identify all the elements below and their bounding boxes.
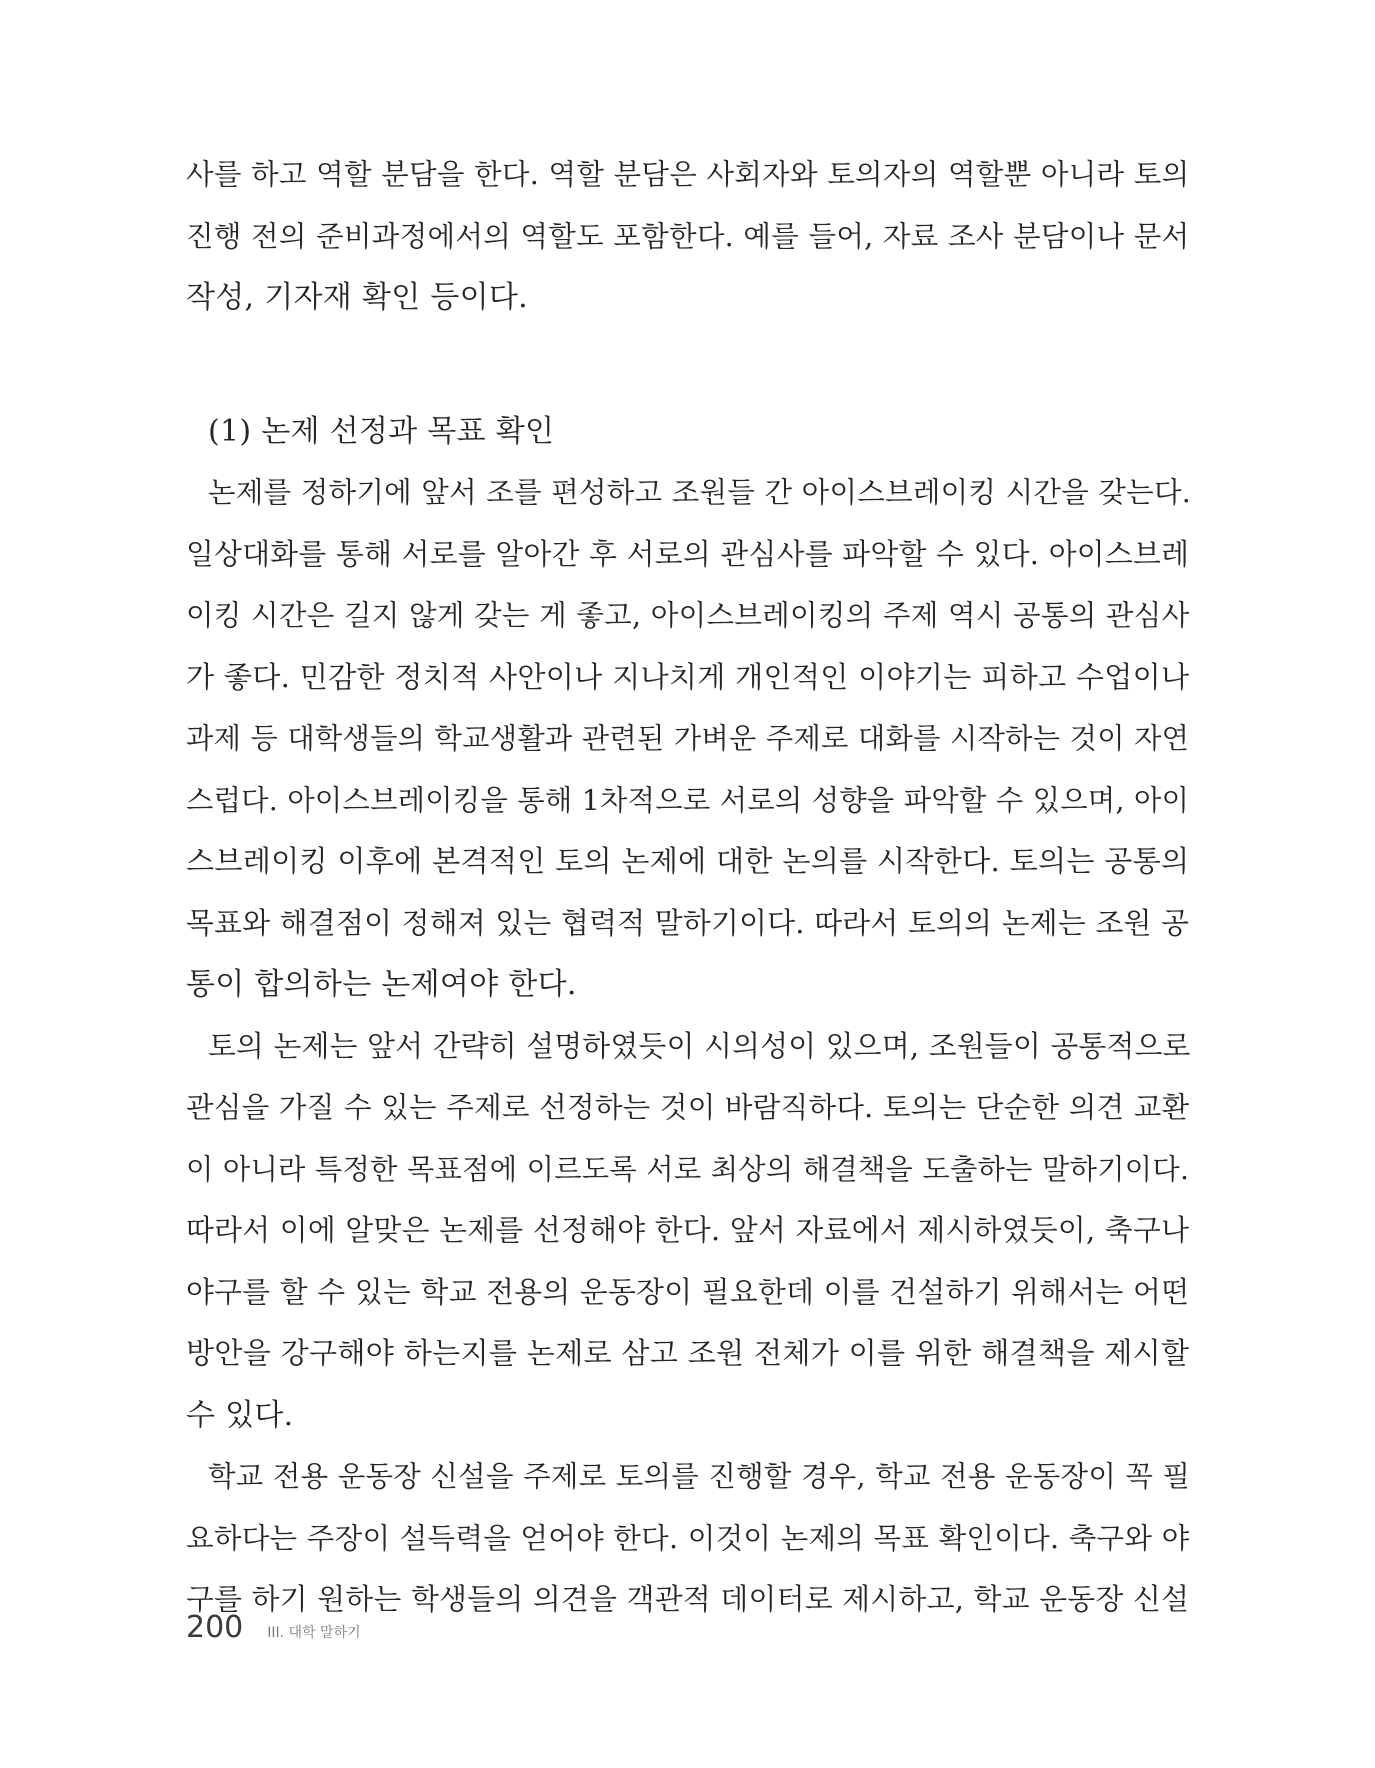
text-line: 스브레이킹 이후에 본격적인 토의 논제에 대한 논의를 시작한다. 토의는 공통의 (186, 844, 1190, 878)
text-line: 따라서 이에 알맞은 논제를 선정해야 한다. 앞서 자료에서 제시하였듯이, 축구나 (186, 1213, 1190, 1247)
section-heading: (1) 논제 선정과 목표 확인 (208, 413, 555, 449)
paragraph-1 (186, 144, 1189, 329)
section-gap (186, 329, 1189, 401)
text-line: 구를 하기 원하는 학생들의 의견을 객관적 데이터로 제시하고, 학교 운동장 신설 (186, 1582, 1190, 1616)
text-line: 야구를 할 수 있는 학교 전용의 운동장이 필요한데 이를 건설하기 위해서는 어떤 (186, 1274, 1190, 1309)
text-line: 목표와 해결점이 정해져 있는 협력적 말하기이다. 따라서 토의의 논제는 조원 공 (186, 905, 1190, 940)
text-line: 이 아니라 특정한 목표점에 이르도록 서로 최상의 해결책을 도출하는 말하기이다. (186, 1152, 1190, 1186)
text-line: 요하다는 주장이 설득력을 얻어야 한다. 이것이 논제의 목표 확인이다. 축구와 야 (186, 1521, 1190, 1555)
text-line: 이킹 시간은 길지 않게 갖는 게 좋고, 아이스브레이킹의 주제 역시 공통의 관심사 (186, 599, 1190, 632)
text-line: 학교 전용 운동장 신설을 주제로 토의를 진행할 경우, 학교 전용 운동장이 꼭 필 (208, 1460, 1191, 1493)
text-line: 과제 등 대학생들의 학교생활과 관련된 가벼운 주제로 대화를 시작하는 것이 자연 (186, 722, 1190, 755)
running-head: III. 대학 말하기 (267, 1625, 361, 1641)
paragraph-4 (186, 1446, 1189, 1631)
text-line: 진행 전의 준비과정에서의 역할도 포함한다. 예를 들어, 자료 조사 분담이나 문서 (186, 219, 1190, 253)
text-line: 수 있다. (186, 1397, 294, 1433)
text-line: 스럽다. 아이스브레이킹을 통해 1차적으로 서로의 성향을 파악할 수 있으며, 아이 (186, 783, 1190, 817)
text-line: 가 좋다. 민감한 정치적 사안이나 지나치게 개인적인 이야기는 피하고 수업이나 (186, 659, 1190, 694)
paragraph-3 (186, 1016, 1189, 1447)
page-number: 200 (186, 1610, 244, 1645)
text-line: 논제를 정하기에 앞서 조를 편성하고 조원들 간 아이스브레이킹 시간을 갖는다. (208, 476, 1192, 509)
text-line: 통이 합의하는 논제여야 한다. (186, 967, 577, 1002)
body-text (186, 144, 1192, 1631)
text-line: 일상대화를 통해 서로를 알아간 후 서로의 관심사를 파악할 수 있다. 아이스브레 (186, 536, 1190, 571)
text-line: 토의 논제는 앞서 간략히 설명하였듯이 시의성이 있으며, 조원들이 공통적으로 (208, 1028, 1191, 1063)
paragraph-2 (186, 462, 1192, 1016)
text-line: 방안을 강구해야 하는지를 논제로 삼고 조원 전체가 이를 위한 해결책을 제시할 (186, 1336, 1190, 1370)
page-footer (186, 1610, 361, 1645)
text-line: 작성, 기자재 확인 등이다. (186, 280, 528, 315)
text-line: 사를 하고 역할 분담을 한다. 역할 분담은 사회자와 토의자의 역할뿐 아니라 토의 (186, 158, 1190, 191)
text-line: 관심을 가질 수 있는 주제로 선정하는 것이 바람직하다. 토의는 단순한 의견 교환 (186, 1091, 1190, 1124)
